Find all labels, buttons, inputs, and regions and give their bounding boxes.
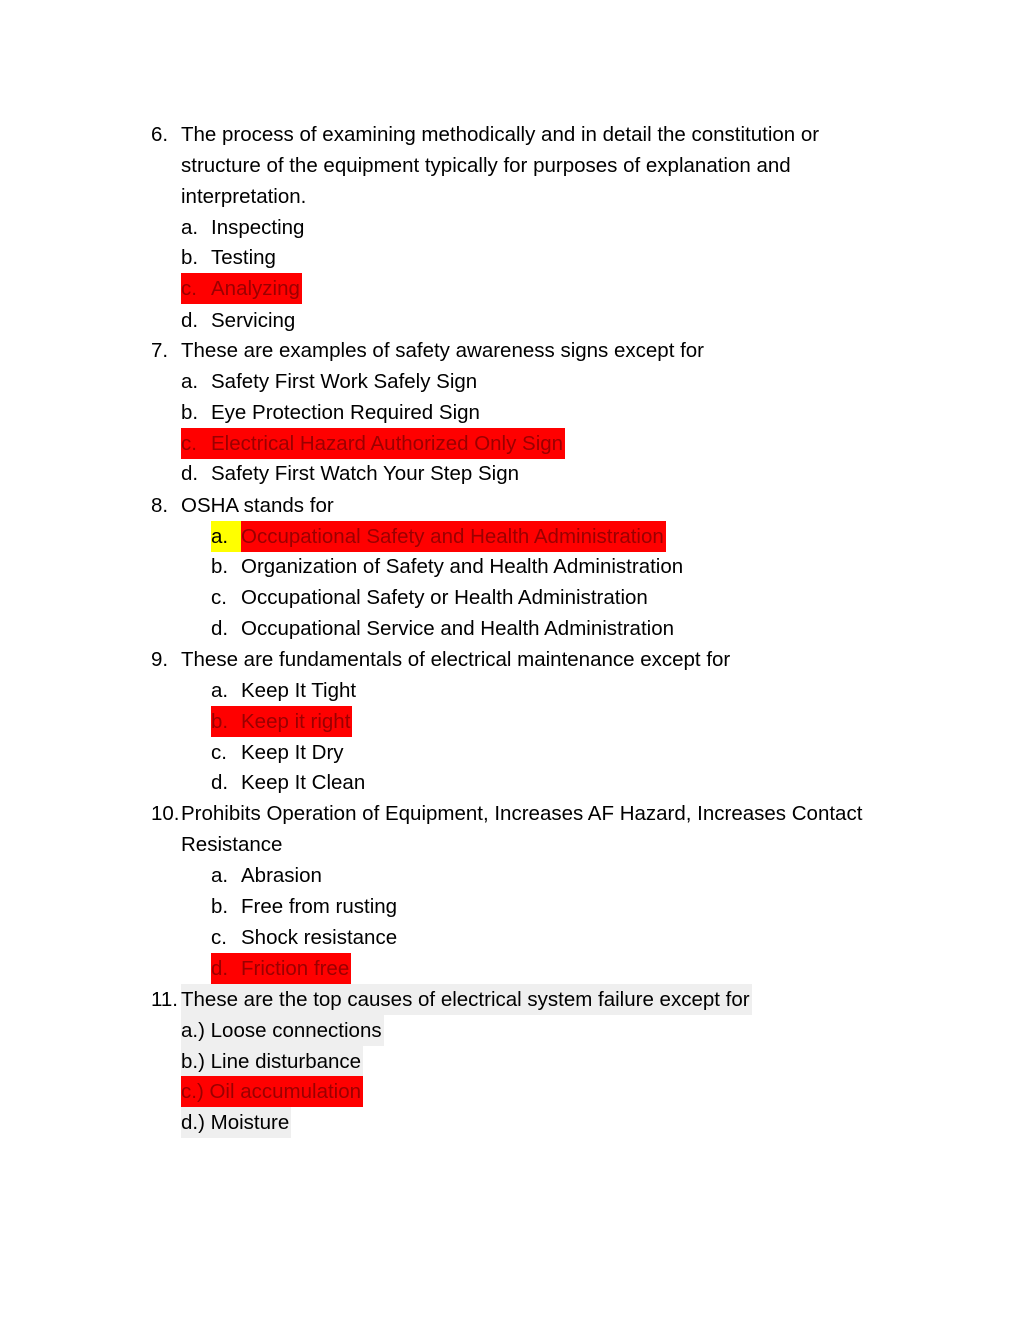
option-text: Keep It Dry xyxy=(241,741,344,764)
option-text: Line disturbance xyxy=(210,1050,362,1073)
option-10a xyxy=(211,860,322,891)
option-letter: b. xyxy=(211,555,229,578)
option-10c xyxy=(211,922,397,953)
option-letter: a.) xyxy=(181,1019,205,1042)
option-9d xyxy=(211,767,365,798)
option-letter: c. xyxy=(181,432,197,455)
option-11b xyxy=(181,1046,363,1077)
option-7c-answer xyxy=(181,428,565,459)
answer-highlight xyxy=(211,953,351,984)
option-7a xyxy=(181,366,477,397)
answer-highlight xyxy=(181,273,302,304)
option-letter: b. xyxy=(211,710,229,733)
question-number: 10. xyxy=(151,802,180,825)
option-text: Occupational Safety and Health Administration xyxy=(241,525,664,548)
option-text: Shock resistance xyxy=(241,926,398,949)
question-9 xyxy=(151,644,901,675)
option-letter: d.) xyxy=(181,1111,205,1134)
question-number: 11. xyxy=(151,988,178,1011)
question-text: Prohibits Operation of Equipment, Increases AF Hazard, Increases Contact Resistance xyxy=(181,802,863,856)
option-letter: a. xyxy=(211,679,229,702)
option-letter: d. xyxy=(181,462,199,485)
question-6 xyxy=(151,119,901,212)
option-9c xyxy=(211,737,344,768)
option-text: Safety First Work Safely Sign xyxy=(211,370,478,393)
option-letter: a. xyxy=(211,525,229,548)
option-text: Abrasion xyxy=(241,864,322,887)
option-11c-answer xyxy=(181,1076,363,1107)
option-letter: c. xyxy=(211,586,227,609)
option-text: Oil accumulation xyxy=(209,1080,362,1103)
option-11a xyxy=(181,1015,384,1046)
option-letter: a. xyxy=(211,864,229,887)
option-text: Servicing xyxy=(211,309,296,332)
option-letter: d. xyxy=(211,771,229,794)
letter-highlight xyxy=(211,521,241,552)
question-11 xyxy=(151,984,901,1015)
option-text: Electrical Hazard Authorized Only Sign xyxy=(211,432,564,455)
option-letter: d. xyxy=(181,309,199,332)
option-text: Friction free xyxy=(241,957,350,980)
option-letter: b. xyxy=(181,246,199,269)
option-7b xyxy=(181,397,480,428)
answer-highlight xyxy=(211,706,352,737)
option-letter: a. xyxy=(181,370,199,393)
option-9a xyxy=(211,675,356,706)
question-8 xyxy=(151,490,901,521)
option-text: Keep it right xyxy=(241,710,351,733)
option-10d-answer xyxy=(211,953,351,984)
option-letter: c.) xyxy=(181,1080,204,1103)
option-text: Inspecting xyxy=(211,216,305,239)
option-6d xyxy=(181,305,295,336)
question-text: The process of examining methodically and in detail the constitution or structure of the equipment typically for purposes of explanation and interpretation. xyxy=(181,123,820,208)
option-text: Testing xyxy=(211,246,276,269)
option-8a-answer xyxy=(211,521,666,552)
question-text: These are examples of safety awareness signs except for xyxy=(181,339,705,362)
option-letter: a. xyxy=(181,216,199,239)
answer-highlight xyxy=(181,428,565,459)
option-8b xyxy=(211,551,683,582)
answer-highlight xyxy=(181,1076,363,1107)
question-number: 8. xyxy=(151,494,169,517)
option-text: Occupational Safety or Health Administration xyxy=(241,586,648,609)
grey-highlight xyxy=(181,1015,384,1046)
question-number: 7. xyxy=(151,339,169,362)
question-text: These are fundamentals of electrical maintenance except for xyxy=(181,648,731,671)
grey-highlight xyxy=(181,1046,363,1077)
option-letter: d. xyxy=(211,957,229,980)
question-text: OSHA stands for xyxy=(181,494,334,517)
option-6c-answer xyxy=(181,273,302,304)
question-number: 6. xyxy=(151,123,169,146)
option-10b xyxy=(211,891,397,922)
option-text: Moisture xyxy=(210,1111,290,1134)
option-8d xyxy=(211,613,674,644)
answer-highlight xyxy=(241,521,666,552)
question-number: 9. xyxy=(151,648,169,671)
option-text: Eye Protection Required Sign xyxy=(211,401,480,424)
option-11d xyxy=(181,1107,291,1138)
option-6b xyxy=(181,242,276,273)
option-text: Organization of Safety and Health Administration xyxy=(241,555,684,578)
option-letter: c. xyxy=(211,926,227,949)
option-text: Keep It Clean xyxy=(241,771,366,794)
option-text: Free from rusting xyxy=(241,895,398,918)
option-9b-answer xyxy=(211,706,352,737)
grey-highlight xyxy=(181,1107,291,1138)
option-6a xyxy=(181,212,304,243)
question-7 xyxy=(151,335,901,366)
option-letter: d. xyxy=(211,617,229,640)
option-letter: b. xyxy=(211,895,229,918)
option-letter: c. xyxy=(181,277,197,300)
grey-highlight: These are the top causes of electrical system failure except for xyxy=(181,984,752,1015)
option-letter: c. xyxy=(211,741,227,764)
option-text: Analyzing xyxy=(211,277,300,300)
option-text: Keep It Tight xyxy=(241,679,357,702)
option-letter: b. xyxy=(181,401,199,424)
option-8c xyxy=(211,582,648,613)
option-text: Loose connections xyxy=(210,1019,382,1042)
option-text: Occupational Service and Health Administration xyxy=(241,617,675,640)
question-10 xyxy=(151,798,901,860)
option-7d xyxy=(181,458,519,489)
question-text xyxy=(181,984,901,1015)
option-letter: b.) xyxy=(181,1050,205,1073)
option-text: Safety First Watch Your Step Sign xyxy=(211,462,520,485)
